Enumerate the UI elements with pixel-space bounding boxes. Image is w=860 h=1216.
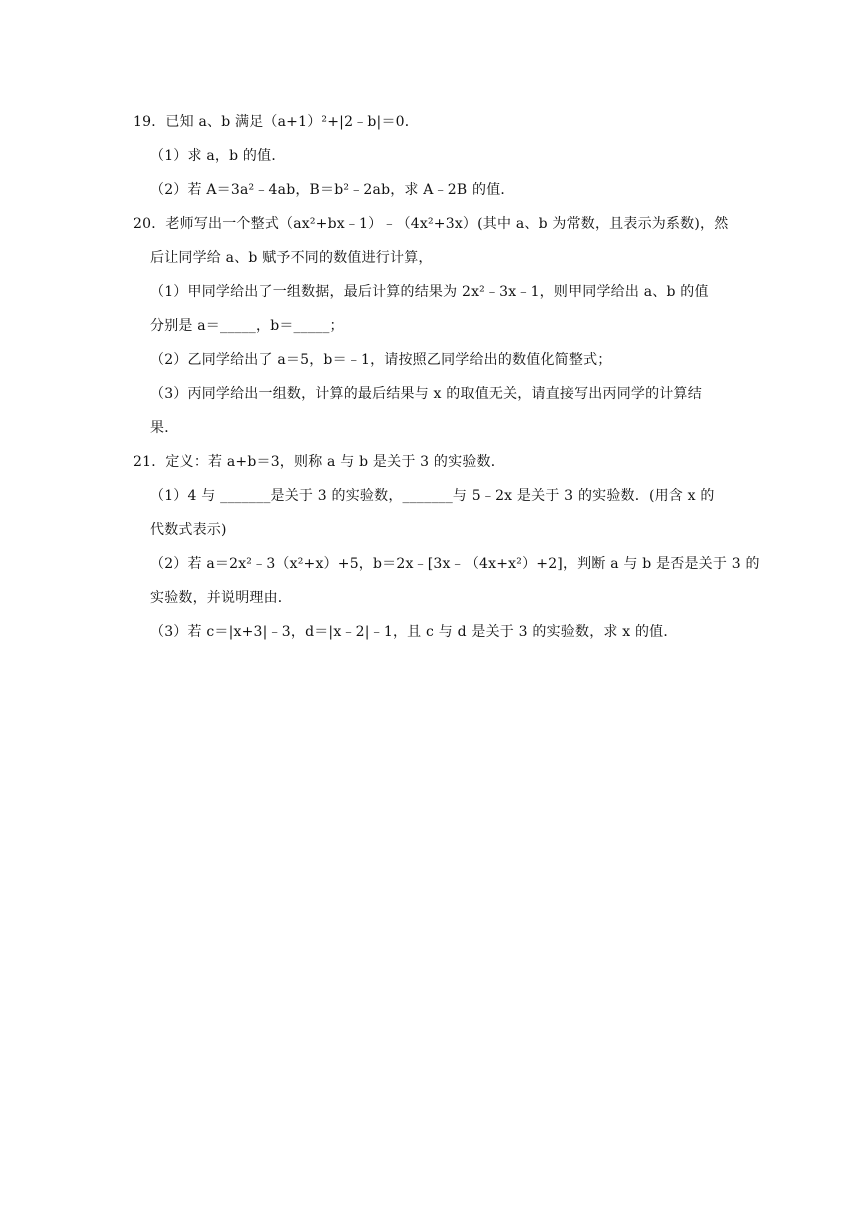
question-20-part-3-cont: 果． — [150, 420, 179, 436]
question-21-part-2: （2）若 a＝2x²﹣3（x²+x）+5，b＝2x﹣[3x﹣（4x+x²）+2]，判断 a 与 b 是否是关于 3 的 — [150, 556, 760, 572]
question-20-stem-cont: 后让同学给 a、b 赋予不同的数值进行计算， — [150, 250, 433, 266]
question-20-part-2: （2）乙同学给出了 a＝5，b＝﹣1，请按照乙同学给出的数值化简整式； — [150, 352, 612, 368]
question-21-part-1-cont: 代数式表示) — [150, 522, 227, 538]
question-21-part-3: （3）若 c＝|x+3|﹣3，d＝|x﹣2|﹣1，且 c 与 d 是关于 3 的实验数，求 x 的值． — [150, 624, 678, 640]
question-21-part-2-cont: 实验数，并说明理由． — [150, 590, 292, 606]
question-19-part-1: （1）求 a，b 的值． — [150, 148, 286, 164]
question-20-part-1: （1）甲同学给出了一组数据，最后计算的结果为 2x²﹣3x﹣1，则甲同学给出 a、b 的值 — [150, 284, 709, 300]
question-21-stem: 21．定义：若 a+b＝3，则称 a 与 b 是关于 3 的实验数． — [133, 454, 505, 470]
question-20-part-1-cont: 分别是 a＝_____，b＝_____； — [150, 318, 344, 334]
question-19-part-2: （2）若 A＝3a²﹣4ab，B＝b²﹣2ab，求 A﹣2B 的值． — [150, 182, 515, 198]
question-19-stem: 19．已知 a、b 满足（a+1）²+|2﹣b|＝0． — [133, 114, 419, 130]
question-20-stem: 20．老师写出一个整式（ax²+bx﹣1）﹣（4x²+3x）(其中 a、b 为常数，且表示为系数)，然 — [133, 216, 729, 232]
question-20-part-3: （3）丙同学给出一组数，计算的最后结果与 x 的取值无关，请直接写出丙同学的计算结 — [150, 386, 702, 402]
question-21-part-1: （1）4 与 _______是关于 3 的实验数，_______与 5﹣2x 是关于 3 的实验数．(用含 x 的 — [150, 488, 715, 504]
